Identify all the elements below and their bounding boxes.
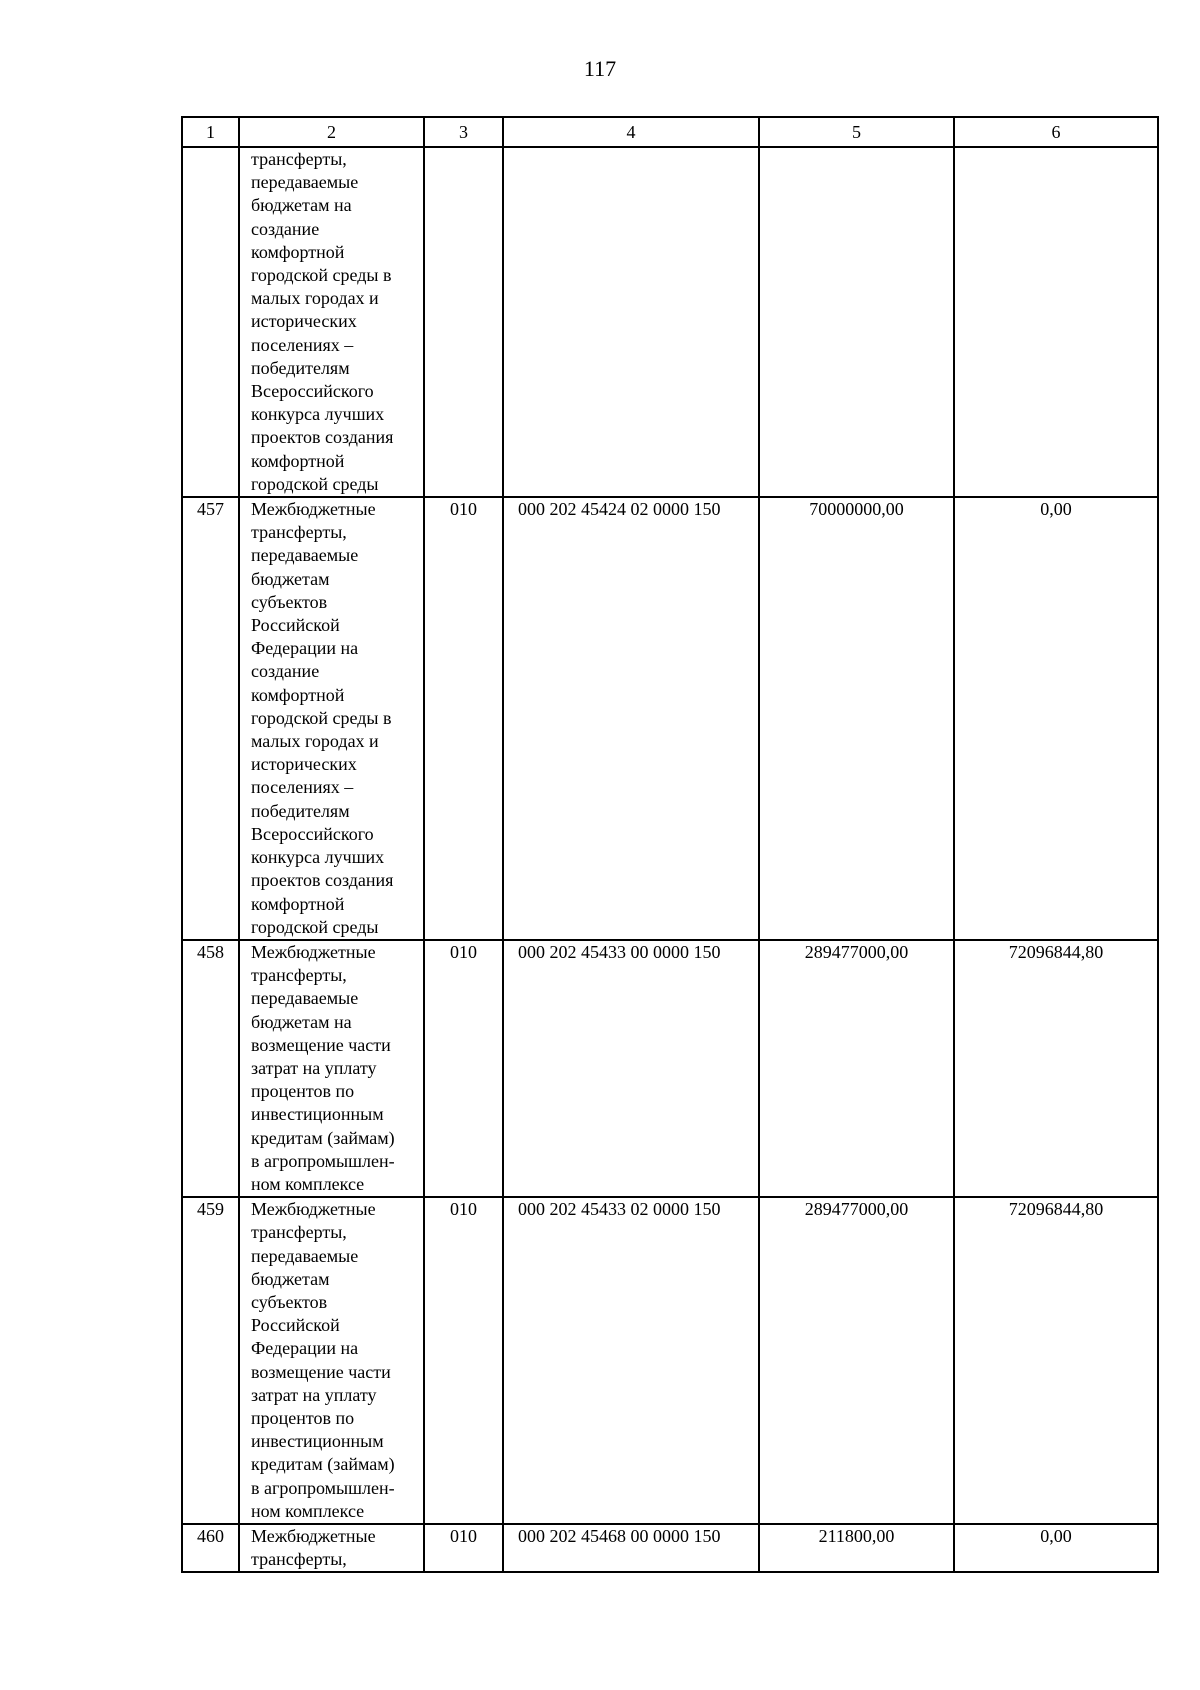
header-cell-1: 1 [182,117,239,147]
item-name-line: передаваемые [251,545,359,566]
item-name-line: конкурса лучших [251,404,385,425]
item-name-line: затрат на уплату [251,1384,377,1405]
amount-cell: 70000000,00 [759,497,954,940]
item-name-line: кредитам (займам) [251,1454,395,1475]
item-name-line: Всероссийского [251,381,374,402]
item-name-line: в агропромышлен- [251,1477,395,1498]
header-cell-4: 4 [503,117,759,147]
table-row [182,1197,1158,1524]
amount-cell: 289477000,00 [759,940,954,1197]
row-number-cell: 457 [182,497,239,940]
category-cell: 010 [424,497,503,940]
item-name-line: ном комплексе [251,1500,365,1521]
code-cell: 000 202 45424 02 0000 150 [503,497,759,940]
row-number-cell [182,147,239,497]
item-name-line: исторических [251,754,357,775]
item-name-cell [239,1197,424,1524]
item-name-line: трансферты, [251,1222,347,1243]
code-cell: 000 202 45433 02 0000 150 [503,1197,759,1524]
item-name-line: победителям [251,800,350,821]
item-name-line: передаваемые [251,988,359,1009]
item-name-line: создание [251,661,320,682]
item-name-line: возмещение части [251,1361,391,1382]
item-name-line: комфортной [251,241,345,262]
item-name-line: инвестиционным [251,1431,384,1452]
item-name-line: проектов создания [251,870,394,891]
item-name-line: процентов по [251,1081,355,1102]
code-cell [503,147,759,497]
item-name-line: передаваемые [251,1245,359,1266]
row-number-cell: 458 [182,940,239,1197]
item-name-line: субъектов [251,1291,328,1312]
continuation-row [182,147,1158,497]
item-name-line: трансферты, [251,965,347,986]
item-name-line: Межбюджетные [251,941,376,962]
item-name-line: субъектов [251,591,328,612]
item-name-line: городской среды в [251,707,392,728]
item-name-line: бюджетам [251,1268,330,1289]
header-cell-2: 2 [239,117,424,147]
table-row [182,1524,1158,1572]
amount-cell: 289477000,00 [759,1197,954,1524]
item-name-line: возмещение части [251,1034,391,1055]
executed-cell [954,147,1158,497]
item-name-line: Всероссийского [251,823,374,844]
item-name-line: малых городах и [251,731,379,752]
item-name-line: трансферты, [251,522,347,543]
amount-cell: 211800,00 [759,1524,954,1572]
item-name-cell [239,147,424,497]
item-name-cell [239,940,424,1197]
item-name-line: Федерации на [251,638,359,659]
category-cell [424,147,503,497]
row-number-cell: 459 [182,1197,239,1524]
item-name-line: Российской [251,1315,340,1336]
item-name-line: бюджетам на [251,195,352,216]
amount-cell [759,147,954,497]
item-name-line: малых городах и [251,288,379,309]
item-name-line: инвестиционным [251,1104,384,1125]
item-name-line: ном комплексе [251,1173,365,1194]
header-cell-5: 5 [759,117,954,147]
executed-cell: 0,00 [954,497,1158,940]
page-number: 117 [583,56,617,81]
item-name-line: Российской [251,615,340,636]
item-name-line: городской среды в [251,265,392,286]
item-name-line: победителям [251,357,350,378]
item-name-line: исторических [251,311,357,332]
budget-table [181,116,1159,1573]
item-name-line: бюджетам на [251,1011,352,1032]
item-name-line: процентов по [251,1407,355,1428]
item-name-line: комфортной [251,684,345,705]
code-cell: 000 202 45468 00 0000 150 [503,1524,759,1572]
item-name-line: кредитам (займам) [251,1127,395,1148]
header-cell-6: 6 [954,117,1158,147]
item-name-line: комфортной [251,450,345,471]
item-name-line: Федерации на [251,1338,359,1359]
item-name-cell [239,1524,424,1572]
item-name-line: проектов создания [251,427,394,448]
table-row [182,497,1158,940]
executed-cell: 72096844,80 [954,940,1158,1197]
item-name-line: Межбюджетные [251,499,376,520]
header-cell-3: 3 [424,117,503,147]
category-cell: 010 [424,940,503,1197]
item-name-line: трансферты, [251,1549,347,1570]
category-cell: 010 [424,1524,503,1572]
executed-cell: 0,00 [954,1524,1158,1572]
table-row [182,940,1158,1197]
item-name-line: создание [251,218,320,239]
item-name-line: затрат на уплату [251,1057,377,1078]
code-cell: 000 202 45433 00 0000 150 [503,940,759,1197]
item-name-line: комфортной [251,893,345,914]
header-row [182,117,1158,147]
item-name-line: городской среды [251,916,379,937]
item-name-line: бюджетам [251,568,330,589]
row-number-cell: 460 [182,1524,239,1572]
item-name-line: поселениях – [251,777,354,798]
category-cell: 010 [424,1197,503,1524]
executed-cell: 72096844,80 [954,1197,1158,1524]
item-name-line: Межбюджетные [251,1525,376,1546]
item-name-line: трансферты, [251,149,347,169]
item-name-line: городской среды [251,473,379,494]
item-name-cell [239,497,424,940]
item-name-line: конкурса лучших [251,847,385,868]
item-name-line: Межбюджетные [251,1199,376,1220]
item-name-line: в агропромышлен- [251,1150,395,1171]
item-name-line: передаваемые [251,172,359,193]
item-name-line: поселениях – [251,334,354,355]
